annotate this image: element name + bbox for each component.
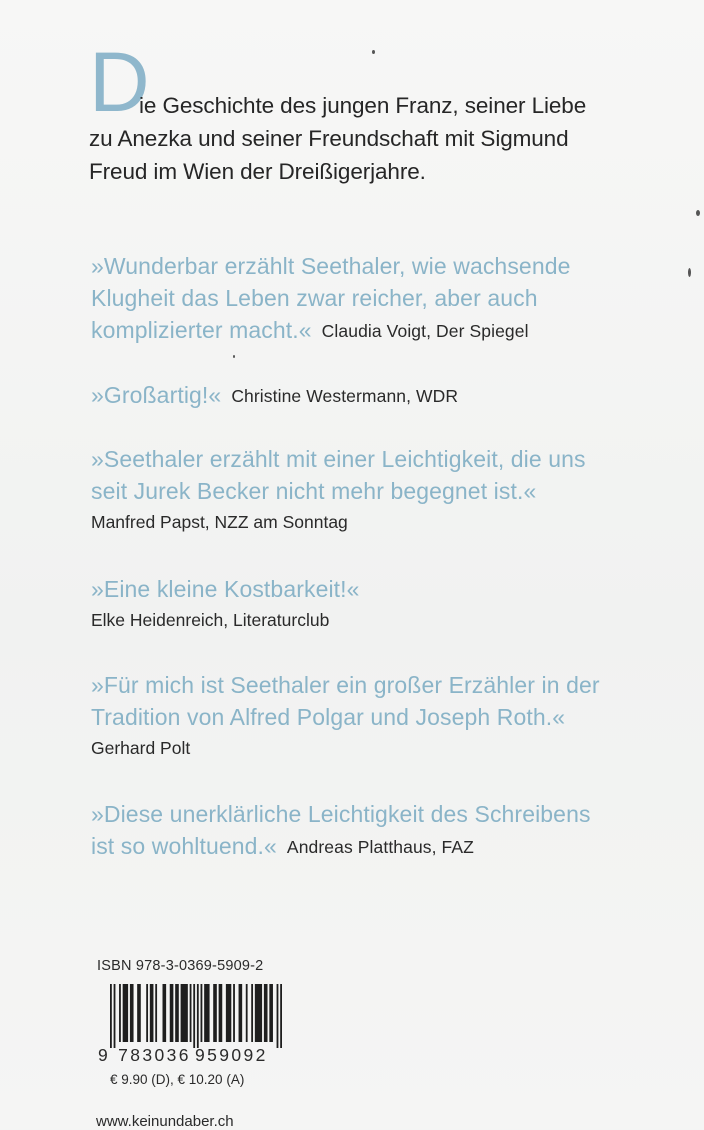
quote-source: Claudia Voigt, Der Spiegel <box>321 321 529 341</box>
barcode-bar <box>197 984 199 1048</box>
quote-line: seit Jurek Becker nicht mehr begegnet ist.« <box>91 478 537 504</box>
quote-source: Elke Heidenreich, Literaturclub <box>91 610 330 630</box>
quote-source: Christine Westermann, WDR <box>231 386 459 406</box>
barcode-bar <box>163 984 167 1042</box>
quote-line: »Seethaler erzählt mit einer Leichtigkeit, die uns <box>91 446 586 472</box>
quote-source: Manfred Papst, NZZ am Sonntag <box>91 512 348 532</box>
barcode-bar <box>193 984 195 1048</box>
quote-line: »Diese unerklärliche Leichtigkeit des Schreibens <box>91 801 591 827</box>
quote-source: Gerhard Polt <box>91 738 191 758</box>
barcode-bar <box>246 984 248 1042</box>
review-quote <box>91 669 661 763</box>
quote-line: Klugheit das Leben zwar reicher, aber auch <box>91 285 538 311</box>
drop-cap: D <box>89 35 150 129</box>
barcode-bar <box>146 984 148 1042</box>
quote-line-last <box>91 379 661 413</box>
barcode-bar <box>204 984 209 1042</box>
barcode <box>110 984 282 1048</box>
intro-line: ie Geschichte des jungen Franz, seiner Liebe <box>139 93 587 118</box>
quote-line-last <box>91 314 661 348</box>
review-quote <box>91 379 661 413</box>
barcode-bar <box>264 984 268 1042</box>
intro-line: Freud im Wien der Dreißigerjahre. <box>89 159 426 184</box>
barcode-bar <box>150 984 154 1042</box>
barcode-bar <box>213 984 217 1042</box>
barcode-bar <box>219 984 223 1042</box>
barcode-bar <box>280 984 282 1048</box>
price-label: € 9.90 (D), € 10.20 (A) <box>110 1072 245 1087</box>
barcode-bar <box>255 984 262 1042</box>
quote-source: Andreas Platthaus, FAZ <box>286 837 474 857</box>
quote-line: »Wunderbar erzählt Seethaler, wie wachsende <box>91 253 571 279</box>
review-quote <box>91 798 661 864</box>
barcode-bar <box>190 984 192 1042</box>
review-quote <box>91 573 661 635</box>
quote-text: ist so wohltuend.« <box>91 833 277 859</box>
barcode-bar <box>130 984 134 1042</box>
dust-speck <box>233 355 235 358</box>
review-quote <box>91 250 661 348</box>
quote-line: »Für mich ist Seethaler ein großer Erzähler in der <box>91 672 600 698</box>
barcode-bar <box>251 984 253 1042</box>
barcode-bar <box>123 984 128 1042</box>
quote-line: »Eine kleine Kostbarkeit!« <box>91 576 360 602</box>
barcode-digits <box>98 1045 268 1066</box>
barcode-group-2: 959092 <box>194 1045 268 1065</box>
dust-speck <box>688 268 691 277</box>
quote-line: Tradition von Alfred Polgar und Joseph Roth.« <box>91 704 566 730</box>
quote-text: komplizierter macht.« <box>91 317 312 343</box>
dust-speck <box>696 210 700 216</box>
quote-text: »Großartig!« <box>91 382 222 408</box>
barcode-bar <box>226 984 231 1042</box>
barcode-lead-digit: 9 <box>98 1045 111 1065</box>
barcode-group-1: 783036 <box>118 1045 191 1065</box>
barcode-bar <box>233 984 235 1042</box>
isbn-label: ISBN 978-3-0369-5909-2 <box>97 958 264 974</box>
barcode-bar <box>269 984 273 1042</box>
barcode-bar <box>155 984 157 1042</box>
barcode-bar <box>137 984 141 1042</box>
barcode-bar <box>239 984 243 1042</box>
publisher-website: www.keinundaber.ch <box>96 1113 234 1130</box>
barcode-bar <box>181 984 188 1042</box>
barcode-bar <box>277 984 279 1048</box>
barcode-bar <box>119 984 121 1042</box>
barcode-bar <box>175 984 179 1042</box>
review-quote <box>91 443 661 537</box>
barcode-bar <box>114 984 116 1048</box>
barcode-bar <box>170 984 174 1042</box>
quote-line-last <box>91 830 661 864</box>
intro-line: zu Anezka und seiner Freundschaft mit Sigmund <box>89 126 569 151</box>
barcode-bar <box>201 984 203 1042</box>
barcode-bar <box>110 984 112 1048</box>
